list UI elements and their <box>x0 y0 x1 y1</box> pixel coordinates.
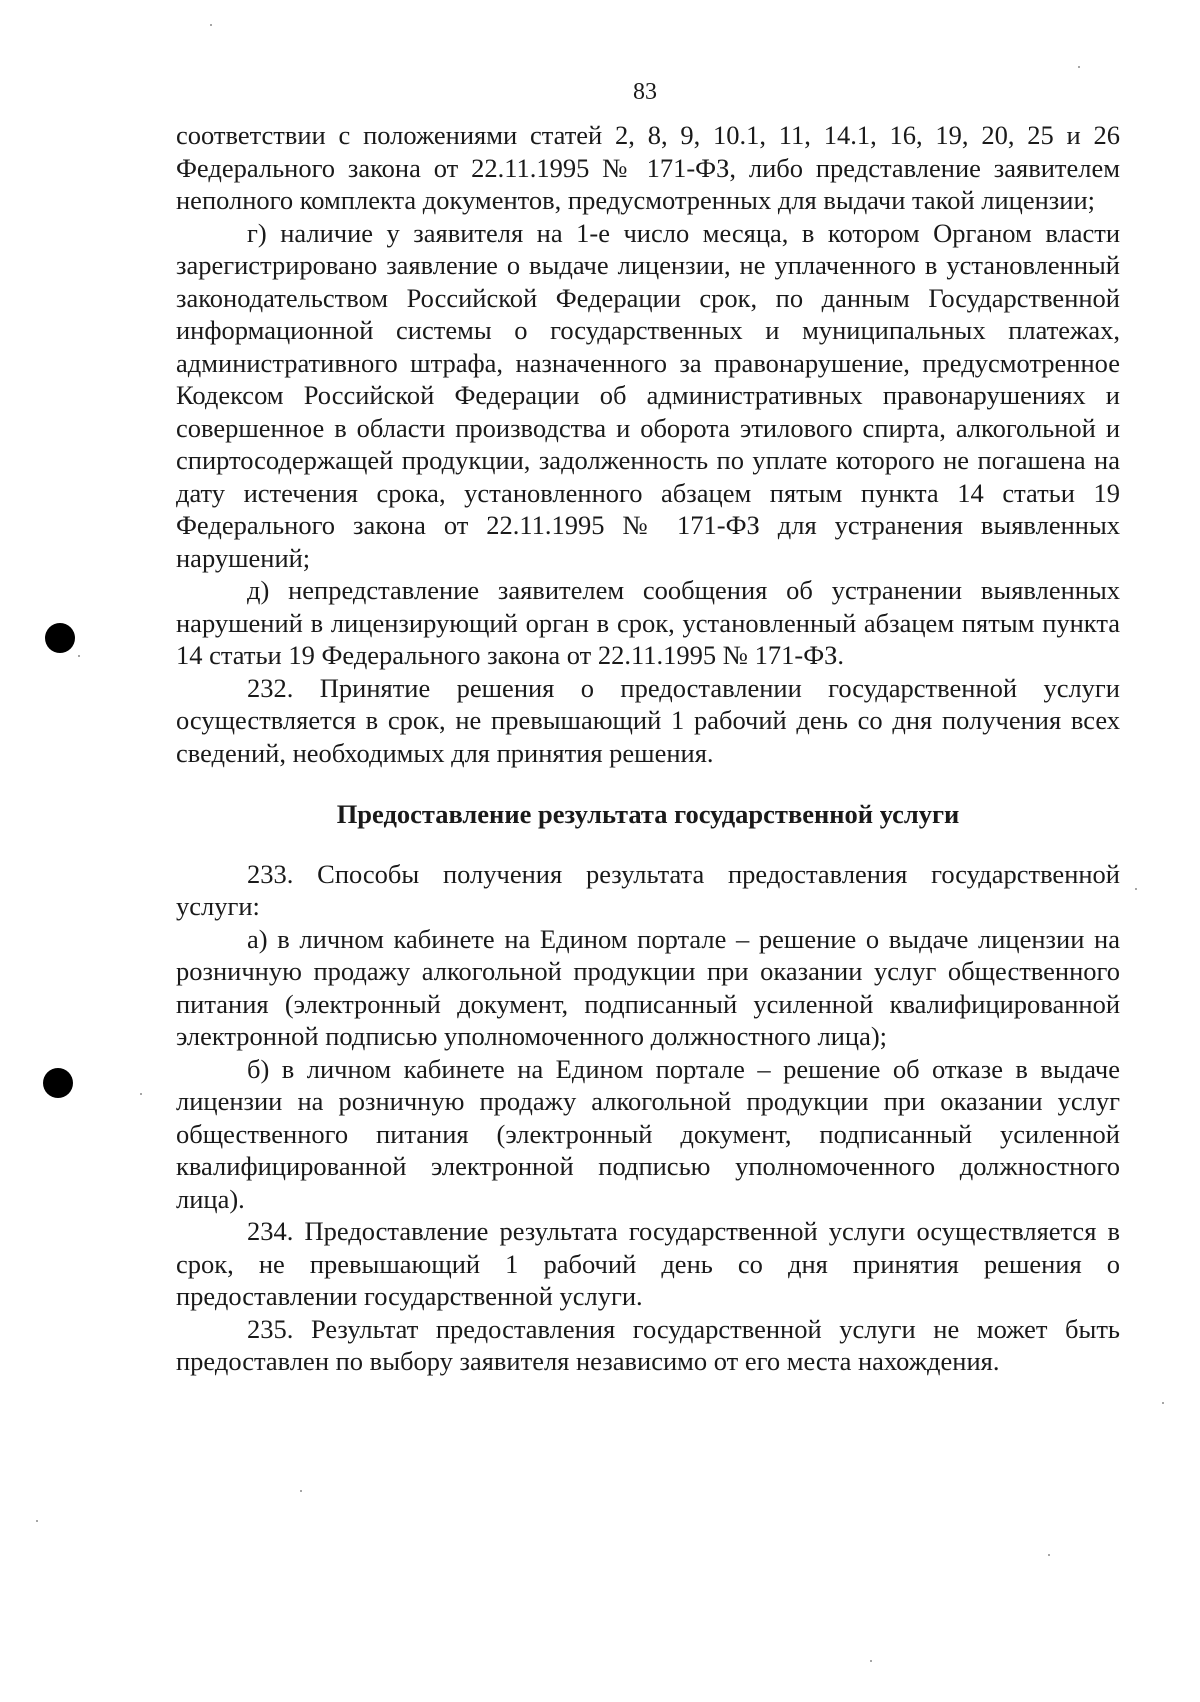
paragraph-232: 232. Принятие решения о предоставлении государственной услуги осуществляется в срок, не превышающий 1 рабочий день со дня получения всех сведений, необходимых для принятия решения. <box>176 672 1120 768</box>
scan-speck <box>1162 1402 1164 1404</box>
scan-speck <box>210 24 212 26</box>
scan-speck <box>1078 66 1080 68</box>
page-number: 83 <box>633 79 657 105</box>
paragraph-item-g: г) наличие у заявителя на 1-е число месяца, в котором Органом власти зарегистрировано заявление о выдаче лицензии, не уплаченного в установленный законодательством Российской Федерации срок, по данным Государственной информационной системы о государственных и муниципальных платежах, административного штрафа, назначенного за правонарушение, предусмотренное Кодексом Российской Федерации об административных правонарушениях и совершенное в области производства и оборота этилового спирта, алкогольной и спиртосодержащей продукции, задолженность по уплате которого не погашена на дату истечения срока, установленного абзацем пятым пункта 14 статьи 19 Федерального закона от 22.11.1995 № 171-ФЗ для устранения выявленных нарушений; <box>176 217 1120 573</box>
scan-speck <box>300 1490 302 1492</box>
scan-speck <box>1048 1554 1050 1556</box>
section-heading: Предоставление результата государственной услуги <box>336 799 960 829</box>
scan-speck <box>1135 888 1137 890</box>
paragraph-item-d: д) непредставление заявителем сообщения об устранении выявленных нарушений в лицензирующий орган в срок, установленный абзацем пятым пункта 14 статьи 19 Федерального закона от 22.11.1995 № 171-ФЗ. <box>176 575 1120 670</box>
paragraph-234: 234. Предоставление результата государственной услуги осуществляется в срок, не превышающий 1 рабочий день со дня принятия решения о предоставлении государственной услуги. <box>176 1216 1120 1311</box>
paragraph-235: 235. Результат предоставления государственной услуги не может быть предоставлен по выбору заявителя независимо от его места нахождения. <box>176 1313 1120 1376</box>
scan-speck <box>870 1660 872 1662</box>
punch-hole-top <box>45 623 75 653</box>
scan-speck <box>78 655 80 657</box>
document-body <box>176 119 1120 1378</box>
paragraph-233: 233. Способы получения результата предоставления государственной услуги: <box>176 858 1120 921</box>
paragraph-item-a: а) в личном кабинете на Едином портале – решение о выдаче лицензии на розничную продажу алкогольной продукции при оказании услуг общественного питания (электронный документ, подписанный усиленной квалифицированной электронной подписью уполномоченного должностного лица); <box>176 923 1120 1051</box>
paragraph-continuation: соответствии с положениями статей 2, 8, 9, 10.1, 11, 14.1, 16, 19, 20, 25 и 26 Федерального закона от 22.11.1995 № 171-ФЗ, либо представление заявителем неполного комплекта документов, предусмотренных для выдачи такой лицензии; <box>176 120 1120 215</box>
paragraph-item-b: б) в личном кабинете на Едином портале – решение об отказе в выдаче лицензии на розничную продажу алкогольной продукции при оказании услуг общественного питания (электронный документ, подписанный усиленной квалифицированной электронной подписью уполномоченного должностного лица). <box>176 1053 1120 1214</box>
punch-hole-bottom <box>43 1068 73 1098</box>
scan-speck <box>36 1520 38 1522</box>
scan-speck <box>140 1093 142 1095</box>
